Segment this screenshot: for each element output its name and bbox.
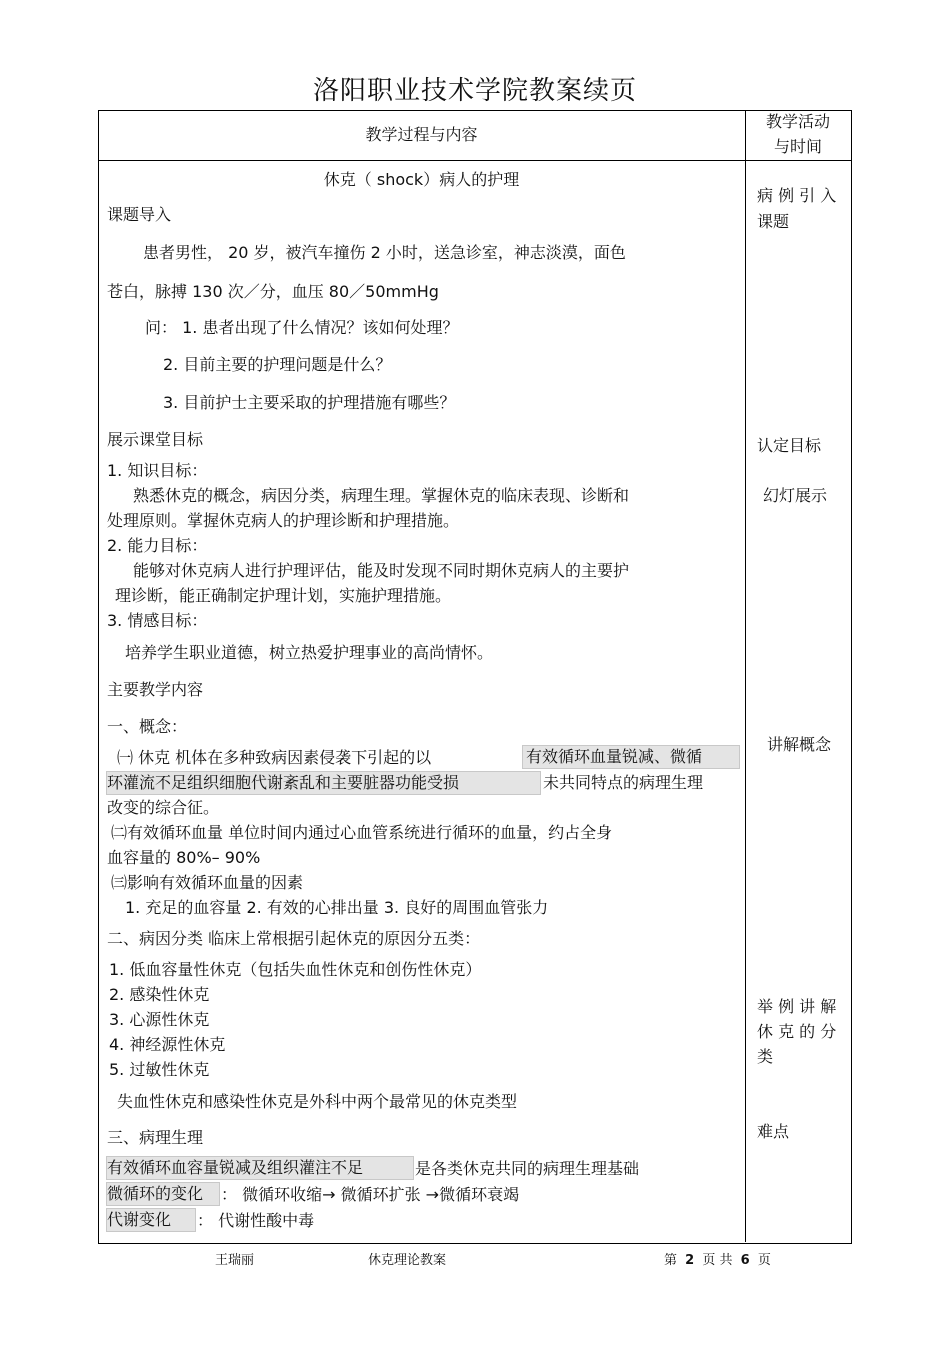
- activity-explain-concept: 讲解概念: [767, 735, 832, 754]
- concept-2-line-1: ㈡有效循环血量 单位时间内通过心血管系统进行循环的血量，约占全身: [111, 823, 613, 842]
- goal-3-label: 3. 情感目标：: [107, 611, 208, 630]
- activity-examples-2: 休 克 的 分: [757, 1022, 837, 1041]
- shock-type-1: 1. 低血容量性休克（包括失血性休克和创伤性休克）: [109, 960, 482, 979]
- lesson-table: [98, 110, 852, 1244]
- pathology-3-suffix: ： 代谢性酸中毒: [197, 1211, 315, 1230]
- activity-difficulty: 难点: [757, 1122, 790, 1141]
- goal-1-label: 1. 知识目标：: [107, 461, 208, 480]
- section-2-heading: 二、病因分类 临床上常根据引起休克的原因分五类：: [107, 929, 481, 948]
- goal-2-label: 2. 能力目标：: [107, 536, 208, 555]
- footer-page-middle: 页 共: [702, 1253, 733, 1268]
- section-1-heading: 一、概念：: [107, 717, 188, 736]
- case-line-1: 患者男性， 20 岁，被汽车撞伤 2 小时，送急诊室，神志淡漠，面色: [143, 243, 626, 262]
- header-activity-label-2: 与时间: [773, 137, 822, 156]
- goal-1-line-1: 熟悉休克的概念，病因分类，病理生理。掌握休克的临床表现、诊断和: [133, 486, 630, 505]
- question-1: 问： 1. 患者出现了什么情况？该如何处理？: [145, 318, 459, 337]
- footer-author: 王瑞丽: [215, 1253, 255, 1268]
- concept-2-line-2: 血容量的 80%– 90%: [107, 848, 261, 867]
- concept-1-highlight-2: 环灌流不足组织细胞代谢紊乱和主要脏器功能受损: [107, 772, 540, 794]
- activity-case-intro-1: 病 例 引 入: [757, 186, 837, 205]
- concept-1-prefix: ㈠ 休克 机体在多种致病因素侵袭下引起的以: [117, 748, 432, 767]
- pathology-1-suffix: 是各类休克共同的病理生理基础: [415, 1159, 640, 1178]
- pathology-3-highlight: 代谢变化: [107, 1209, 195, 1231]
- footer-page-number: 2: [685, 1253, 695, 1268]
- footer-page-info: [664, 1251, 771, 1271]
- shock-type-5: 5. 过敏性休克: [109, 1060, 210, 1079]
- header-content-label: 教学过程与内容: [365, 125, 478, 144]
- activity-case-intro-2: 课题: [757, 212, 790, 231]
- footer-doc-name: 休克理论教案: [368, 1253, 447, 1268]
- shock-types-note: 失血性休克和感染性休克是外科中两个最常见的休克类型: [117, 1092, 518, 1111]
- shock-type-4: 4. 神经源性休克: [109, 1035, 226, 1054]
- pathology-2-highlight: 微循环的变化: [107, 1183, 219, 1205]
- column-divider: [745, 110, 746, 1242]
- concept-1-suffix: 未共同特点的病理生理: [543, 773, 704, 792]
- footer-page-prefix: 第: [664, 1253, 678, 1268]
- goals-heading: 展示课堂目标: [107, 430, 204, 449]
- section-3-heading: 三、病理生理: [107, 1128, 204, 1147]
- activity-slides: 幻灯展示: [763, 486, 828, 505]
- header-activity-label-1: 教学活动: [765, 112, 830, 131]
- activity-set-goals: 认定目标: [757, 436, 822, 455]
- activity-examples-1: 举 例 讲 解: [757, 997, 837, 1016]
- question-2: 2. 目前主要的护理问题是什么？: [163, 355, 392, 374]
- concept-3-line-1: ㈢影响有效循环血量的因素: [111, 873, 304, 892]
- question-3: 3. 目前护士主要采取的护理措施有哪些？: [163, 393, 456, 412]
- goal-2-line-1: 能够对休克病人进行护理评估，能及时发现不同时期休克病人的主要护: [133, 561, 630, 580]
- activity-examples-3: 类: [757, 1047, 774, 1066]
- main-content-heading: 主要教学内容: [107, 680, 204, 699]
- goal-3-line-1: 培养学生职业道德，树立热爱护理事业的高尚情怀。: [125, 643, 494, 662]
- case-line-2: 苍白，脉搏 130 次／分，血压 80／50mmHg: [107, 282, 439, 301]
- goal-1-line-2: 处理原则。掌握休克病人的护理诊断和护理措施。: [107, 511, 460, 530]
- concept-1-highlight-1: 有效循环血量锐减、微循: [523, 746, 739, 768]
- concept-1-line-3: 改变的综合征。: [107, 798, 220, 817]
- goal-2-line-2: 理诊断，能正确制定护理计划，实施护理措施。: [115, 586, 452, 605]
- pathology-2-suffix: ： 微循环收缩→ 微循环扩张 →微循环衰竭: [221, 1185, 520, 1204]
- intro-heading: 课题导入: [107, 205, 172, 224]
- concept-3-line-2: 1. 充足的血容量 2. 有效的心排出量 3. 良好的周围血管张力: [125, 898, 549, 917]
- page-title: 洛阳职业技术学院教案续页: [312, 76, 637, 106]
- pathology-1-highlight: 有效循环血容量锐减及组织灌注不足: [107, 1157, 413, 1179]
- header-divider: [98, 160, 851, 161]
- lesson-title: 休克（ shock）病人的护理: [323, 170, 520, 189]
- footer-page-suffix: 页: [757, 1253, 771, 1268]
- footer-page-total: 6: [740, 1253, 750, 1268]
- shock-type-2: 2. 感染性休克: [109, 985, 210, 1004]
- shock-type-3: 3. 心源性休克: [109, 1010, 210, 1029]
